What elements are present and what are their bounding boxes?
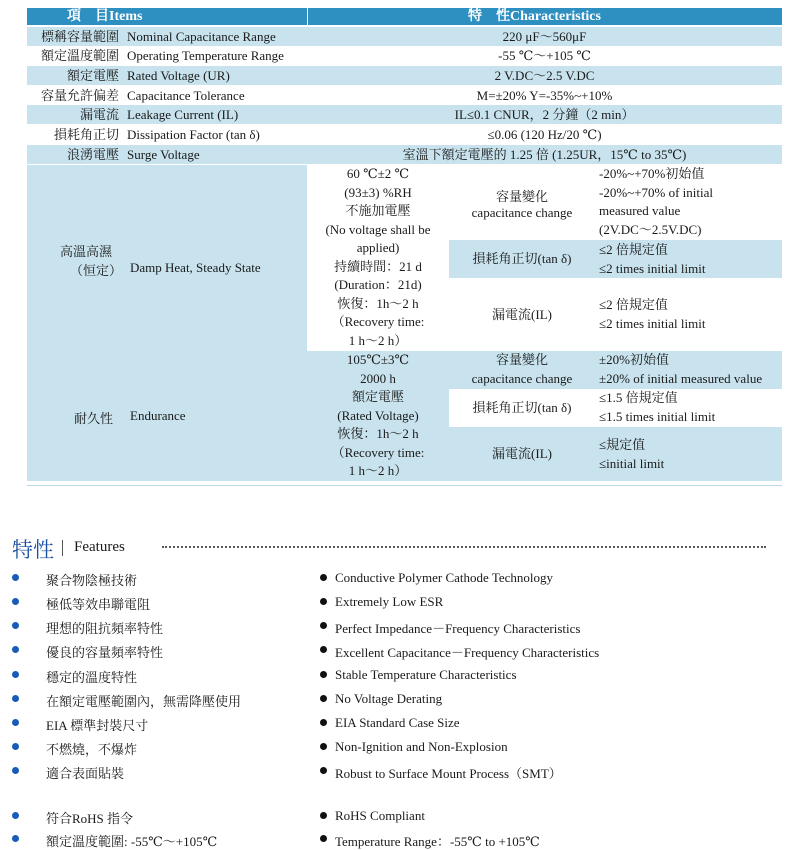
row-label-zh: 漏電流	[79, 107, 119, 122]
list-item	[335, 763, 562, 782]
row-label-en: Operating Temperature Range	[127, 48, 284, 63]
item-value: ±20%初始值	[599, 352, 669, 367]
endurance-label-cell	[27, 351, 307, 481]
item-value: (2V.DC～2.5V.DC)	[599, 221, 702, 237]
row-label-en: Capacitance Tolerance	[127, 88, 245, 103]
condition-line: (Rated Voltage)	[337, 407, 419, 423]
condition-line: 1 h～2 h）	[348, 332, 408, 348]
row-label-zh: 損耗角正切	[53, 127, 119, 142]
endurance-item-leakage	[449, 427, 595, 481]
row-value: M=±20% Y=-35%~+10%	[476, 88, 613, 103]
header-items	[27, 8, 307, 25]
bullet-icon	[320, 743, 327, 750]
condition-line: 持續時間：21 d	[334, 258, 422, 274]
row-label-en: Rated Voltage (UR)	[127, 68, 230, 83]
condition-line: （Recovery time:	[331, 444, 425, 460]
condition-line: （Recovery time:	[331, 314, 425, 329]
spec-row	[27, 86, 782, 105]
list-item	[335, 808, 425, 824]
item-value: measured value	[599, 203, 681, 218]
feature-text-en: No Voltage Derating	[335, 691, 443, 706]
bullet-icon	[12, 719, 19, 726]
list-item	[46, 594, 150, 613]
condition-line: 額定電壓	[351, 389, 404, 404]
features-title-en: Features	[74, 539, 125, 555]
bullet-icon	[320, 767, 327, 774]
condition-line: 恢復：1h～2 h	[337, 426, 419, 441]
damp-item-cap-change	[449, 165, 595, 240]
item-name: 漏電流(IL)	[492, 307, 552, 322]
condition-line: (Duration：21d)	[334, 277, 422, 292]
damp-heat-zh-sub: （恒定）	[70, 263, 123, 278]
list-item	[335, 831, 540, 850]
spec-row	[27, 46, 782, 65]
list-item	[335, 715, 460, 731]
bullet-icon	[12, 835, 19, 842]
list-item	[46, 667, 137, 686]
endurance-item-cap-change	[449, 351, 595, 389]
row-value: 2 V.DC～2.5 V.DC	[494, 68, 595, 83]
item-name-zh: 容量變化	[495, 189, 548, 204]
item-name-en: capacitance change	[471, 370, 573, 386]
feature-text-zh: 在額定電壓範圍內，無需降壓使用	[46, 694, 242, 709]
condition-line: (93±3) %RH	[344, 184, 412, 200]
condition-line: (No voltage shall be	[325, 221, 431, 237]
spec-row	[27, 145, 782, 164]
condition-line: 1 h～2 h）	[348, 463, 408, 478]
row-value: 室溫下額定電壓的 1.25 倍 (1.25UR，15℃ to 35℃)	[402, 147, 687, 162]
spec-row	[27, 105, 782, 124]
feature-text-en: Conductive Polymer Cathode Technology	[335, 570, 554, 585]
row-value: ≤0.06 (120 Hz/20 ℃)	[487, 127, 602, 142]
list-item	[46, 570, 137, 589]
list-item	[46, 715, 148, 734]
damp-heat-zh: 高溫高濕	[60, 244, 113, 259]
row-label-zh: 浪湧電壓	[66, 147, 119, 162]
feature-text-en: EIA Standard Case Size	[335, 715, 460, 730]
condition-line: 不施加電壓	[345, 203, 411, 218]
header-characteristics	[308, 8, 782, 25]
bullet-icon	[12, 622, 19, 629]
item-value: ±20% of initial measured value	[599, 370, 763, 386]
bullet-icon	[12, 695, 19, 702]
row-value: -55 ℃～+105 ℃	[498, 48, 591, 63]
damp-item-leakage	[449, 278, 595, 351]
condition-line: applied)	[356, 240, 400, 255]
item-value: ≤2 times initial limit	[599, 315, 706, 331]
spec-row	[27, 27, 782, 46]
list-item	[46, 739, 137, 758]
item-value: ≤initial limit	[599, 455, 665, 471]
feature-text-en: Stable Temperature Characteristics	[335, 667, 517, 682]
feature-text-zh: 不燃燒，不爆炸	[46, 742, 138, 757]
bullet-icon	[320, 622, 327, 629]
header-items-label: 項 目Items	[67, 9, 143, 24]
header-characteristics-label: 特 性Characteristics	[468, 9, 601, 24]
list-item	[335, 594, 443, 610]
row-value: 220 μF～560μF	[502, 29, 587, 44]
list-item	[335, 691, 442, 707]
endurance-zh: 耐久性	[74, 411, 114, 426]
item-value: ≤1.5 times initial limit	[599, 408, 716, 424]
feature-text-zh: 極低等效串聯電阻	[46, 597, 151, 612]
dotted-leader	[162, 546, 766, 548]
list-item	[46, 642, 163, 661]
feature-text-en: Non-Ignition and Non-Explosion	[335, 739, 508, 754]
table-bottom-rule	[27, 485, 782, 486]
feature-text-en: Robust to Surface Mount Process（SMT）	[335, 766, 562, 781]
row-label-en: Nominal Capacitance Range	[127, 29, 276, 44]
endurance-cap-change-value	[595, 351, 782, 389]
item-value: ≤2 times initial limit	[599, 260, 706, 276]
damp-tan-value	[595, 240, 782, 278]
list-item	[335, 667, 517, 683]
damp-heat-en: Damp Heat, Steady State	[130, 260, 261, 275]
spec-row	[27, 125, 782, 144]
feature-text-en: Excellent Capacitance－Frequency Characteristics	[335, 645, 600, 660]
bullet-icon	[12, 671, 19, 678]
endurance-leakage-value	[595, 427, 782, 481]
item-value: ≤1.5 倍規定值	[599, 390, 678, 405]
row-label-zh: 標稱容量範圍	[40, 29, 119, 44]
condition-line: 2000 h	[360, 370, 396, 386]
row-label-en: Leakage Current (IL)	[127, 107, 239, 122]
item-value: ≤規定值	[599, 437, 646, 452]
damp-cap-change-value	[595, 165, 782, 240]
feature-text-zh: EIA 標準封裝尺寸	[46, 718, 149, 733]
list-item	[46, 763, 124, 782]
row-label-zh: 額定溫度範圍	[40, 48, 119, 63]
row-label-en: Dissipation Factor (tan δ)	[127, 127, 260, 142]
item-value: -20%~+70% of initial	[599, 184, 714, 200]
damp-leakage-value	[595, 278, 782, 351]
feature-text-zh: 穩定的溫度特性	[46, 670, 138, 685]
item-value: ≤2 倍規定值	[599, 297, 668, 312]
endurance-tan-value	[595, 389, 782, 427]
list-item	[46, 618, 163, 637]
item-name: 漏電流(IL)	[492, 446, 552, 461]
row-label-en: Surge Voltage	[127, 147, 200, 162]
item-name: 損耗角正切(tan δ)	[472, 251, 572, 266]
item-name-zh: 容量變化	[495, 352, 548, 367]
item-name-en: capacitance change	[471, 205, 573, 220]
list-item	[335, 739, 508, 755]
bullet-icon	[320, 719, 327, 726]
feature-text-en: Temperature Range：-55℃ to +105℃	[335, 834, 540, 849]
feature-text-zh: 符合RoHS 指令	[46, 811, 134, 826]
item-value: -20%~+70%初始值	[599, 166, 705, 181]
list-item	[335, 618, 580, 637]
condition-line: 恢復：1h～2 h	[337, 295, 419, 311]
damp-heat-label-cell	[27, 165, 307, 351]
damp-item-tan	[449, 240, 595, 278]
feature-text-en: Extremely Low ESR	[335, 594, 444, 609]
endurance-item-tan	[449, 389, 595, 427]
features-title-zh: 特性	[12, 538, 54, 562]
bullet-icon	[320, 646, 327, 653]
endurance-conditions	[307, 351, 449, 481]
bullet-icon	[320, 812, 327, 819]
condition-line: 60 ℃±2 ℃	[346, 166, 410, 181]
bullet-icon	[12, 646, 19, 653]
row-label-zh: 額定電壓	[66, 68, 119, 83]
feature-text-zh: 額定溫度範圍: -55℃～+105℃	[46, 834, 218, 849]
spec-row	[27, 66, 782, 85]
list-item	[335, 570, 553, 586]
item-value: ≤2 倍規定值	[599, 242, 668, 257]
bullet-icon	[12, 812, 19, 819]
bullet-icon	[12, 598, 19, 605]
list-item	[335, 642, 599, 661]
bullet-icon	[12, 767, 19, 774]
item-name: 損耗角正切(tan δ)	[472, 400, 572, 415]
feature-text-zh: 理想的阻抗頻率特性	[46, 621, 164, 636]
condition-line: 105℃±3℃	[346, 352, 410, 367]
bullet-icon	[12, 574, 19, 581]
feature-text-en: RoHS Compliant	[335, 808, 425, 823]
list-item	[46, 808, 133, 827]
row-value: IL≤0.1 CNUR，2 分鐘（2 min）	[454, 107, 635, 122]
bullet-icon	[320, 671, 327, 678]
feature-text-zh: 適合表面貼裝	[46, 766, 125, 781]
bullet-icon	[12, 743, 19, 750]
bullet-icon	[320, 695, 327, 702]
list-item	[46, 691, 241, 710]
feature-text-en: Perfect Impedance－Frequency Characteristics	[335, 621, 581, 636]
bullet-icon	[320, 835, 327, 842]
bullet-icon	[320, 598, 327, 605]
damp-heat-conditions	[307, 165, 449, 351]
feature-text-zh: 聚合物陰極技術	[46, 573, 138, 588]
row-label-zh: 容量允許偏差	[40, 88, 119, 103]
title-divider	[62, 540, 63, 556]
list-item	[46, 831, 217, 850]
bullet-icon	[320, 574, 327, 581]
endurance-en: Endurance	[130, 408, 186, 423]
feature-text-zh: 優良的容量頻率特性	[46, 645, 164, 660]
